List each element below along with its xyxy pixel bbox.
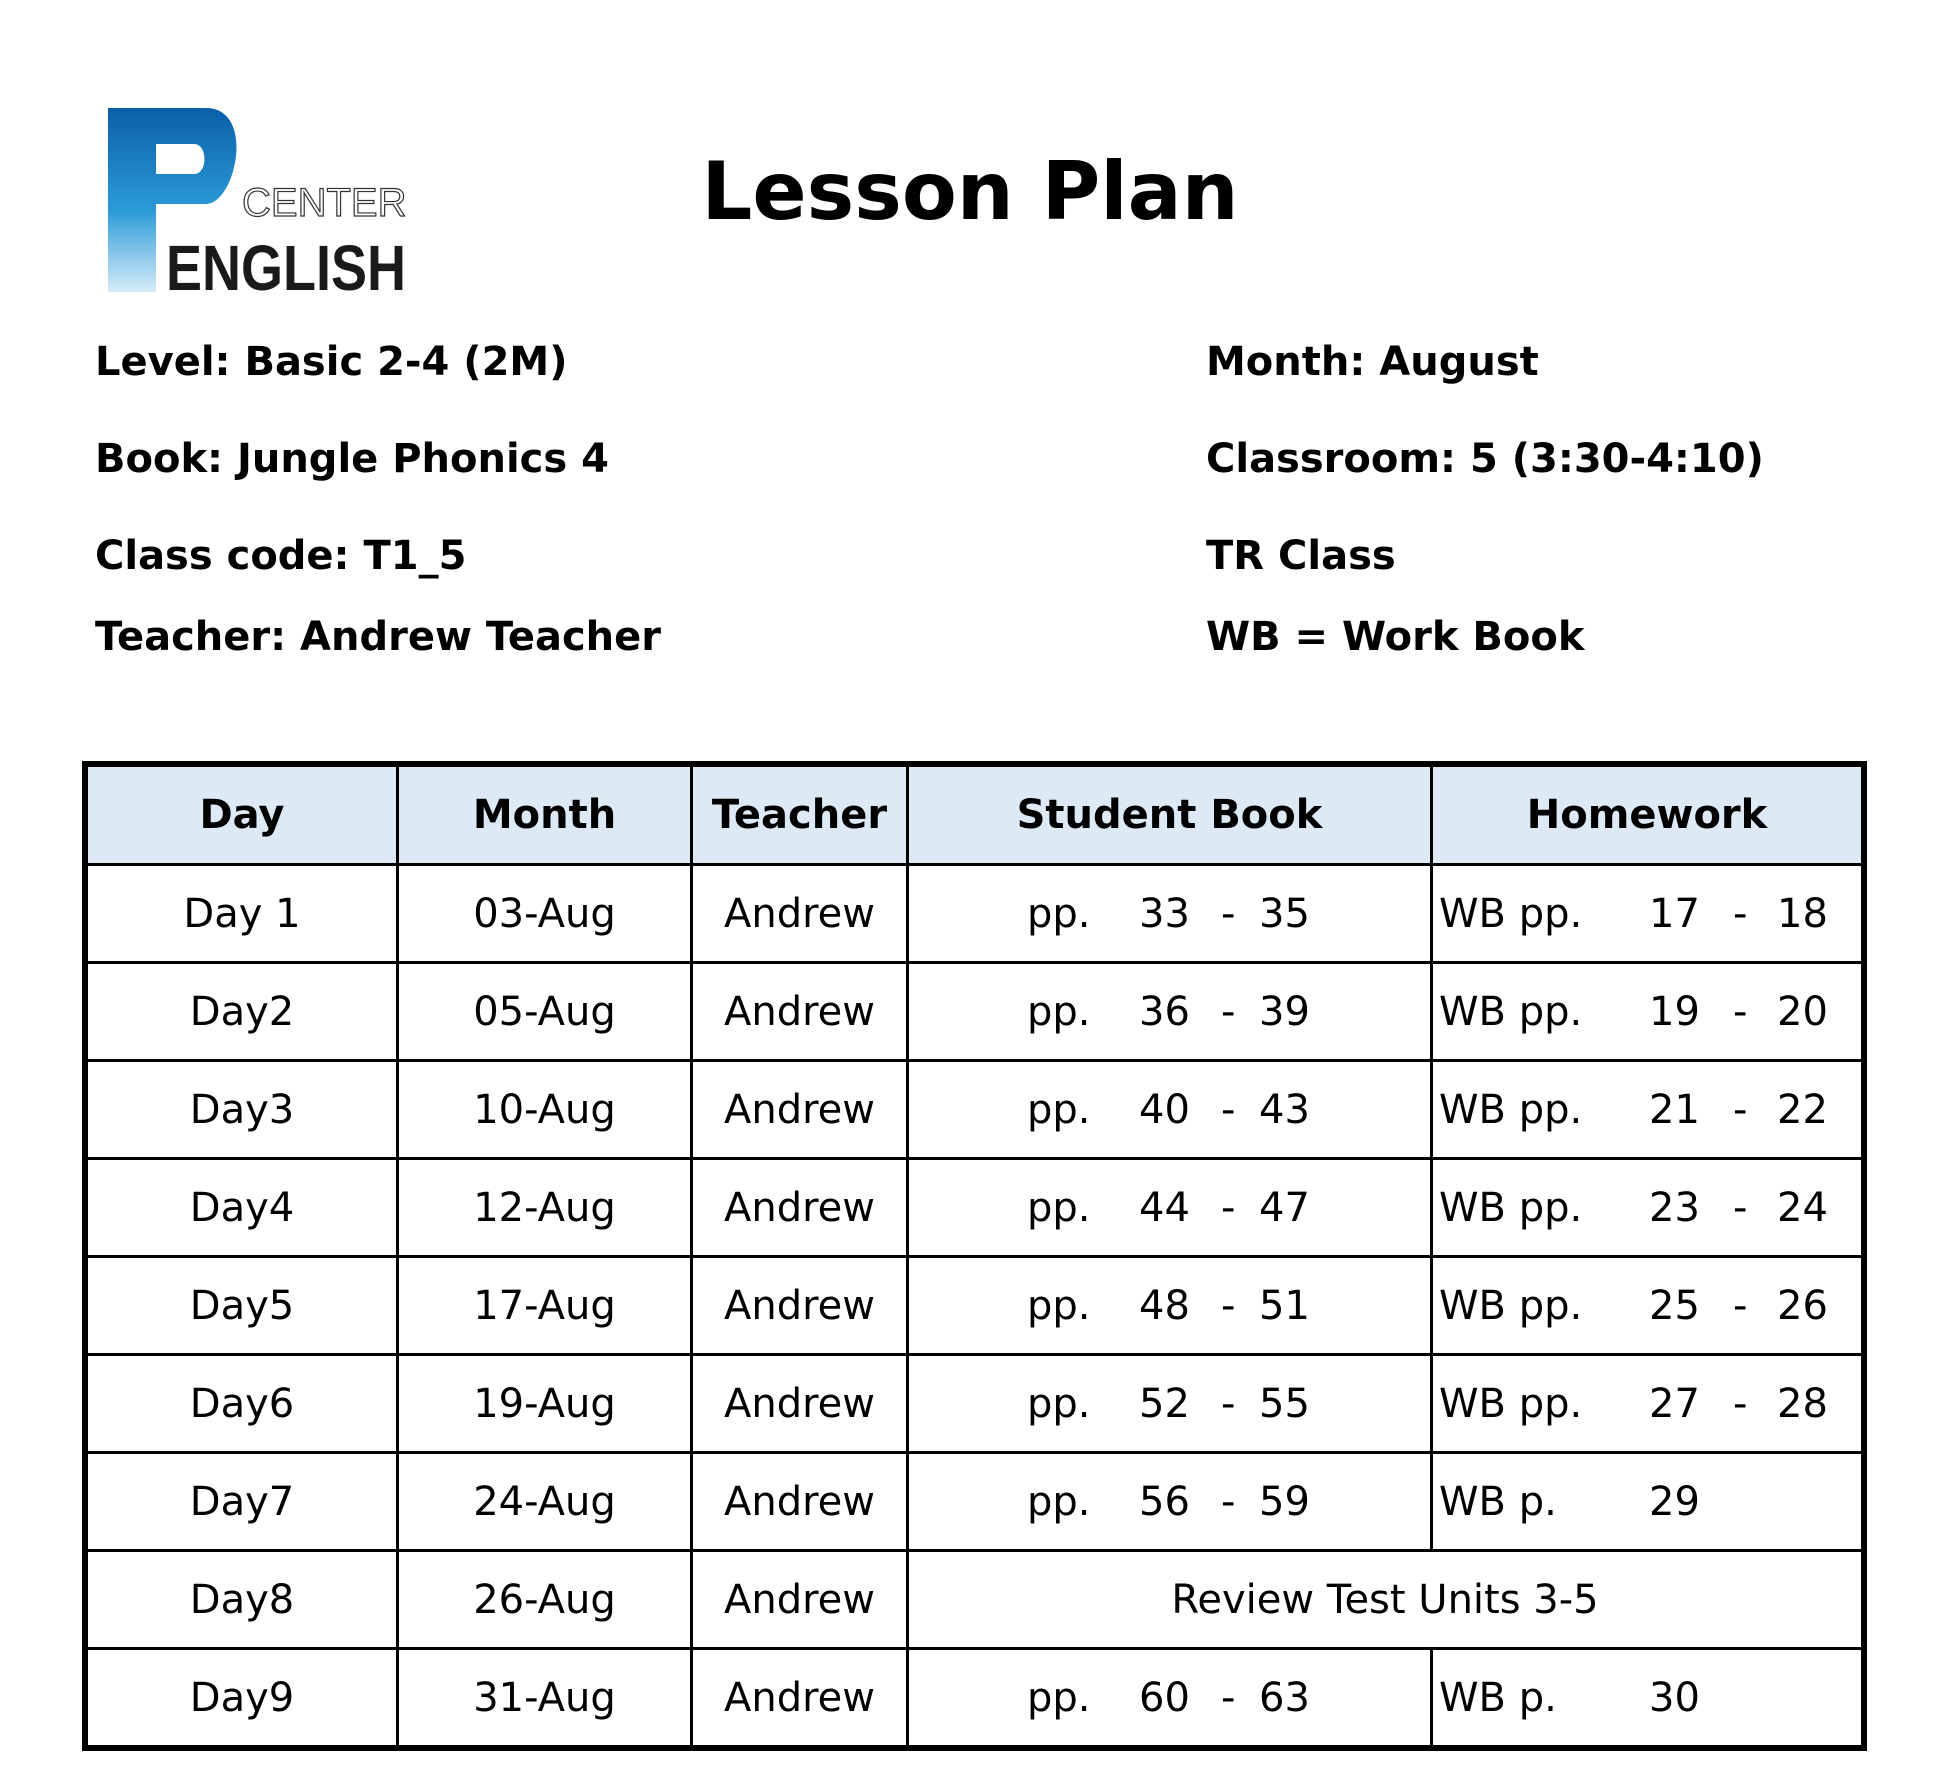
header-student-book: Student Book	[908, 766, 1432, 865]
teacher-cell: Andrew	[692, 1355, 908, 1453]
sb-from-page: 33	[1139, 890, 1190, 937]
sb-prefix: pp.	[1027, 1282, 1091, 1329]
sb-dash: -	[1221, 1282, 1236, 1329]
sb-to-page: 39	[1259, 988, 1310, 1035]
wb-legend-info: WB = Work Book	[1206, 614, 1585, 660]
month-cell: 05-Aug	[398, 963, 692, 1061]
teacher-cell: Andrew	[692, 1257, 908, 1355]
teacher-cell: Andrew	[692, 865, 908, 963]
sb-prefix: pp.	[1027, 1674, 1091, 1721]
homework-cell	[1432, 865, 1863, 963]
hw-from-page: 19	[1649, 988, 1700, 1035]
level-info: Level: Basic 2-4 (2M)	[95, 339, 568, 385]
hw-to-page: 20	[1777, 988, 1828, 1035]
table-row	[87, 963, 1863, 1061]
classroom-info: Classroom: 5 (3:30-4:10)	[1206, 436, 1764, 482]
review-test-cell: Review Test Units 3-5	[908, 1551, 1863, 1649]
month-cell: 19-Aug	[398, 1355, 692, 1453]
day-cell: Day9	[87, 1649, 398, 1747]
sb-to-page: 43	[1259, 1086, 1310, 1133]
hw-dash: -	[1733, 1184, 1748, 1231]
hw-dash: -	[1733, 1380, 1748, 1427]
sb-from-page: 44	[1139, 1184, 1190, 1231]
sb-dash: -	[1221, 1478, 1236, 1525]
day-cell: Day3	[87, 1061, 398, 1159]
header-month: Month	[398, 766, 692, 865]
logo-english-text: ENGLISH	[166, 232, 406, 304]
hw-to-page: 28	[1777, 1380, 1828, 1427]
sb-to-page: 35	[1259, 890, 1310, 937]
table-header-row	[87, 766, 1863, 865]
month-cell: 31-Aug	[398, 1649, 692, 1747]
sb-to-page: 47	[1259, 1184, 1310, 1231]
hw-prefix: WB pp.	[1439, 1086, 1583, 1133]
sb-prefix: pp.	[1027, 1478, 1091, 1525]
student-book-cell	[908, 865, 1432, 963]
day-cell: Day 1	[87, 865, 398, 963]
table-row	[87, 1649, 1863, 1747]
month-info: Month: August	[1206, 339, 1539, 385]
student-book-cell	[908, 1257, 1432, 1355]
student-book-cell	[908, 963, 1432, 1061]
lesson-plan-table	[85, 764, 1864, 1748]
hw-prefix: WB pp.	[1439, 890, 1583, 937]
student-book-cell	[908, 1649, 1432, 1747]
sb-to-page: 55	[1259, 1380, 1310, 1427]
table-row	[87, 1257, 1863, 1355]
student-book-cell	[908, 1453, 1432, 1551]
teacher-cell: Andrew	[692, 1551, 908, 1649]
student-book-cell	[908, 1355, 1432, 1453]
homework-cell	[1432, 1355, 1863, 1453]
hw-prefix: WB pp.	[1439, 1282, 1583, 1329]
sb-dash: -	[1221, 1086, 1236, 1133]
class-type-info: TR Class	[1206, 533, 1396, 579]
sb-dash: -	[1221, 1184, 1236, 1231]
month-cell: 10-Aug	[398, 1061, 692, 1159]
book-info: Book: Jungle Phonics 4	[95, 436, 609, 482]
day-cell: Day8	[87, 1551, 398, 1649]
sb-from-page: 60	[1139, 1674, 1190, 1721]
table-row	[87, 1355, 1863, 1453]
sb-from-page: 52	[1139, 1380, 1190, 1427]
teacher-cell: Andrew	[692, 1159, 908, 1257]
hw-dash: -	[1733, 1086, 1748, 1133]
sb-to-page: 59	[1259, 1478, 1310, 1525]
sb-dash: -	[1221, 988, 1236, 1035]
month-cell: 17-Aug	[398, 1257, 692, 1355]
day-cell: Day2	[87, 963, 398, 1061]
sb-to-page: 51	[1259, 1282, 1310, 1329]
sb-prefix: pp.	[1027, 1184, 1091, 1231]
page-title: Lesson Plan	[701, 145, 1239, 238]
hw-to-page: 22	[1777, 1086, 1828, 1133]
hw-to-page: 18	[1777, 890, 1828, 937]
month-cell: 12-Aug	[398, 1159, 692, 1257]
sb-to-page: 63	[1259, 1674, 1310, 1721]
day-cell: Day5	[87, 1257, 398, 1355]
sb-dash: -	[1221, 1674, 1236, 1721]
hw-prefix: WB pp.	[1439, 1380, 1583, 1427]
hw-dash: -	[1733, 890, 1748, 937]
sb-dash: -	[1221, 890, 1236, 937]
hw-to-page: 26	[1777, 1282, 1828, 1329]
month-cell: 26-Aug	[398, 1551, 692, 1649]
teacher-info: Teacher: Andrew Teacher	[95, 614, 661, 660]
hw-prefix: WB pp.	[1439, 1184, 1583, 1231]
homework-cell	[1432, 963, 1863, 1061]
hw-prefix: WB p.	[1439, 1478, 1557, 1525]
homework-cell	[1432, 1159, 1863, 1257]
homework-cell	[1432, 1061, 1863, 1159]
logo-center-text: CENTER	[242, 181, 407, 225]
hw-prefix: WB pp.	[1439, 988, 1583, 1035]
student-book-cell	[908, 1159, 1432, 1257]
sb-prefix: pp.	[1027, 1380, 1091, 1427]
header-homework: Homework	[1432, 766, 1863, 865]
sb-from-page: 48	[1139, 1282, 1190, 1329]
hw-from-page: 23	[1649, 1184, 1700, 1231]
teacher-cell: Andrew	[692, 1649, 908, 1747]
center-english-logo	[106, 104, 407, 304]
sb-prefix: pp.	[1027, 890, 1091, 937]
hw-to-page: 24	[1777, 1184, 1828, 1231]
table-row	[87, 1159, 1863, 1257]
student-book-cell	[908, 1061, 1432, 1159]
teacher-cell: Andrew	[692, 963, 908, 1061]
hw-from-page: 17	[1649, 890, 1700, 937]
sb-from-page: 56	[1139, 1478, 1190, 1525]
hw-prefix: WB p.	[1439, 1674, 1557, 1721]
table-row	[87, 1061, 1863, 1159]
teacher-cell: Andrew	[692, 1453, 908, 1551]
teacher-cell: Andrew	[692, 1061, 908, 1159]
homework-cell	[1432, 1453, 1863, 1551]
hw-from-page: 29	[1649, 1478, 1700, 1525]
homework-cell	[1432, 1257, 1863, 1355]
sb-prefix: pp.	[1027, 988, 1091, 1035]
sb-from-page: 36	[1139, 988, 1190, 1035]
header-teacher: Teacher	[692, 766, 908, 865]
day-cell: Day7	[87, 1453, 398, 1551]
month-cell: 03-Aug	[398, 865, 692, 963]
hw-from-page: 27	[1649, 1380, 1700, 1427]
sb-prefix: pp.	[1027, 1086, 1091, 1133]
hw-dash: -	[1733, 988, 1748, 1035]
table-row	[87, 865, 1863, 963]
class-code-info: Class code: T1_5	[95, 533, 467, 579]
hw-from-page: 30	[1649, 1674, 1700, 1721]
table-row	[87, 1453, 1863, 1551]
day-cell: Day6	[87, 1355, 398, 1453]
hw-from-page: 21	[1649, 1086, 1700, 1133]
day-cell: Day4	[87, 1159, 398, 1257]
hw-from-page: 25	[1649, 1282, 1700, 1329]
header-day: Day	[87, 766, 398, 865]
hw-dash: -	[1733, 1282, 1748, 1329]
homework-cell	[1432, 1649, 1863, 1747]
table-row	[87, 1551, 1863, 1649]
sb-dash: -	[1221, 1380, 1236, 1427]
month-cell: 24-Aug	[398, 1453, 692, 1551]
sb-from-page: 40	[1139, 1086, 1190, 1133]
